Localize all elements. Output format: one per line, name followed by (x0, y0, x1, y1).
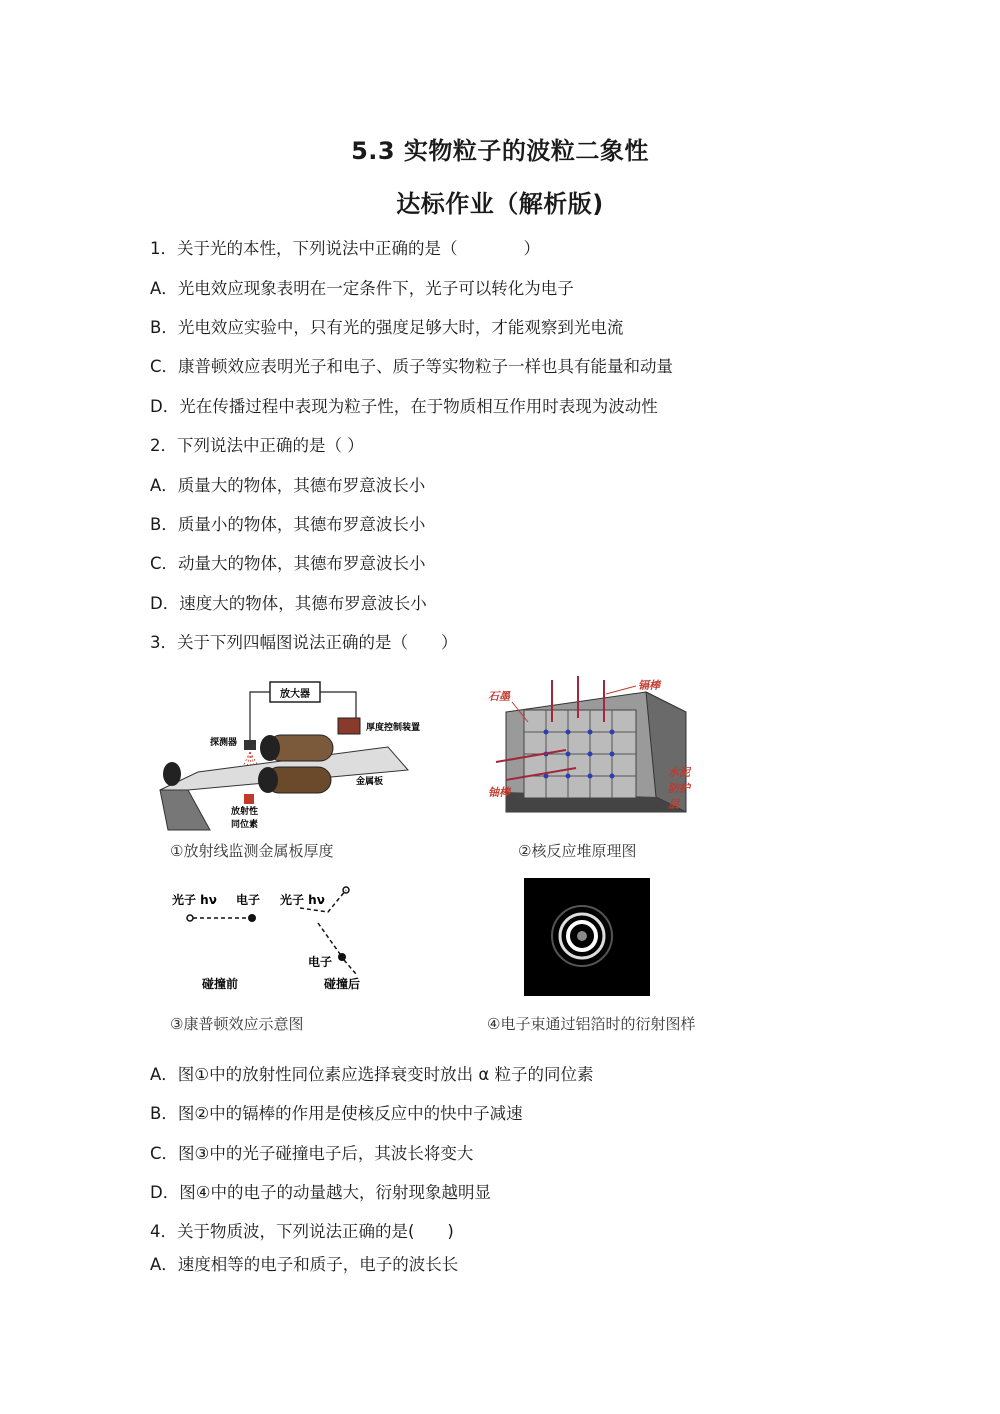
cadmium-rod-label: 镉棒 (638, 679, 660, 692)
before-collision-label: 碰撞前 (202, 977, 239, 991)
q1-option-a: A．光电效应现象表明在一定条件下，光子可以转化为电子 (150, 279, 574, 298)
figure-compton (168, 878, 383, 996)
electron-before (248, 914, 256, 922)
figure1-caption: ①放射线监测金属板厚度 (170, 842, 334, 860)
isotope-source (244, 794, 254, 804)
amplifier-label: 放大器 (280, 689, 310, 700)
q3-option-a: A．图①中的放射性同位素应选择衰变时放出 α 粒子的同位素 (150, 1065, 594, 1084)
q2-option-d: D．速度大的物体，其德布罗意波长小 (150, 594, 427, 613)
graphite-label: 石墨 (488, 690, 510, 703)
q3-option-b: B．图②中的镉棒的作用是使核反应中的快中子减速 (150, 1104, 523, 1123)
isotope-label-2: 同位素 (231, 820, 259, 830)
after-collision-label: 碰撞后 (324, 977, 361, 991)
figure-thickness-monitor (158, 672, 448, 832)
q3-option-d: D．图④中的电子的动量越大，衍射现象越明显 (150, 1183, 491, 1202)
q2-stem: 2．下列说法中正确的是（ ） (150, 436, 364, 455)
page-title: 5.3 实物粒子的波粒二象性 (351, 137, 649, 165)
page-subtitle: 达标作业（解析版) (396, 190, 604, 218)
figure3-caption: ③康普顿效应示意图 (170, 1015, 304, 1033)
q1-option-d: D．光在传播过程中表现为粒子性，在于物质相互作用时表现为波动性 (150, 397, 658, 416)
isotope-label-1: 放射性 (231, 807, 259, 817)
cement-label-3: 层 (668, 798, 679, 811)
figure2-caption: ②核反应堆原理图 (518, 842, 637, 860)
cement-label-1: 水泥 (668, 766, 690, 779)
thickness-control-box (338, 718, 360, 734)
q1-option-b: B．光电效应实验中，只有光的强度足够大时，才能观察到光电流 (150, 318, 624, 337)
q1-option-c: C．康普顿效应表明光子和电子、质子等实物粒子一样也具有能量和动量 (150, 357, 674, 376)
detector-icon (244, 740, 256, 750)
photon-label-before: 光子 hν (172, 893, 217, 907)
thickness-control-label: 厚度控制装置 (366, 723, 421, 733)
metal-plate-label: 金属板 (356, 777, 384, 787)
uranium-rod-label: 铀棒 (488, 786, 510, 799)
q1-stem: 1．关于光的本性，下列说法中正确的是（ ） (150, 239, 540, 258)
q2-option-c: C．动量大的物体，其德布罗意波长小 (150, 554, 426, 573)
q4-stem: 4．关于物质波，下列说法正确的是( ) (150, 1222, 454, 1241)
cement-label-2: 防护 (668, 782, 690, 795)
q3-option-c: C．图③中的光子碰撞电子后，其波长将变大 (150, 1144, 474, 1163)
figure-diffraction-pattern (524, 878, 650, 996)
figure-reactor (486, 672, 691, 822)
q2-option-b: B．质量小的物体，其德布罗意波长小 (150, 515, 426, 534)
electron-label-after: 电子 (308, 955, 333, 969)
photon-label-after: 光子 hν (280, 893, 325, 907)
electron-label-before: 电子 (236, 893, 261, 907)
q4-option-a: A．速度相等的电子和质子，电子的波长长 (150, 1255, 459, 1274)
detector-label: 探测器 (210, 738, 238, 748)
figure4-caption: ④电子束通过铝箔时的衍射图样 (487, 1015, 696, 1033)
q2-option-a: A．质量大的物体，其德布罗意波长小 (150, 476, 426, 495)
q3-stem: 3．关于下列四幅图说法正确的是（ ） (150, 633, 458, 652)
